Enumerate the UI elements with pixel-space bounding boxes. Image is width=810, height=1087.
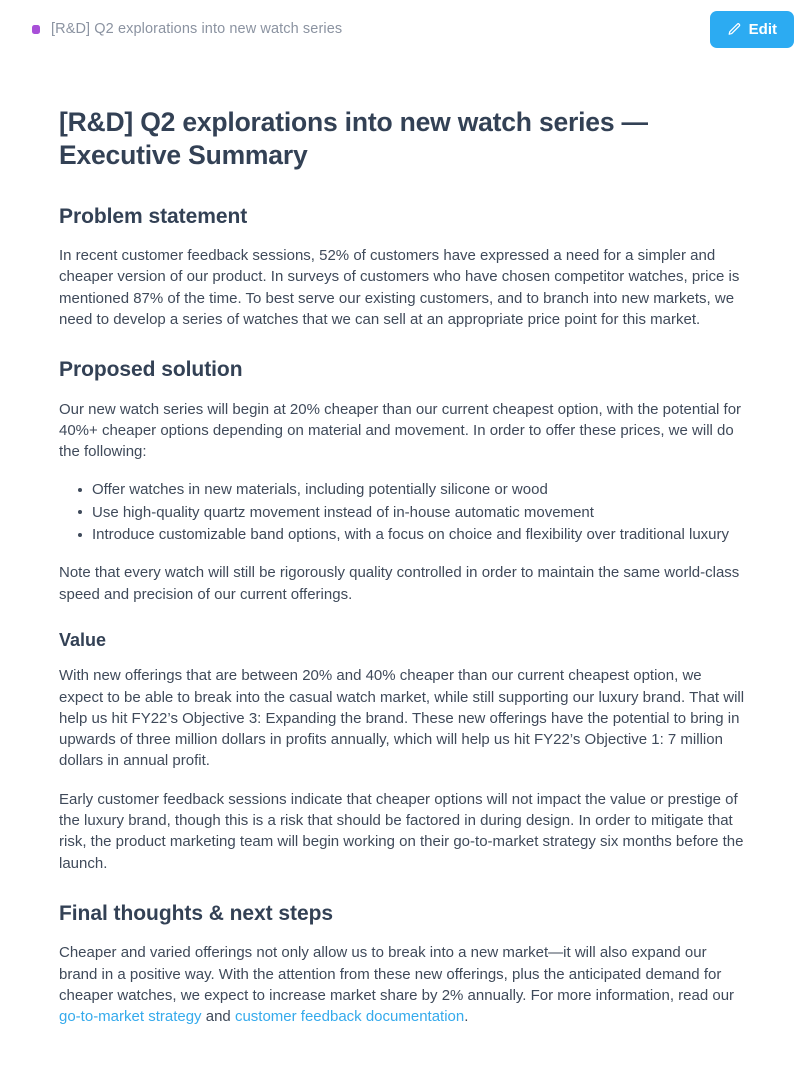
final-text-between-links: and xyxy=(201,1008,235,1026)
heading-final-thoughts: Final thoughts & next steps xyxy=(59,901,333,925)
final-text-before-link-1: Cheaper and varied offerings not only allow us to break into a new market—it will also expand our brand in a positive way. With the attention from these new offerings, plus the anticipated demand for cheaper watches, we expect to increase market share by 2% annually. For more information, read our xyxy=(59,944,735,1004)
paragraph-proposed-solution-intro: Our new watch series will begin at 20% cheaper than our current cheapest option, with the potential for 40%+ cheaper options depending on material and movement. In order to offer these prices, we will do the following: xyxy=(59,400,742,461)
top-bar xyxy=(0,0,810,58)
list-item: Use high-quality quartz movement instead of in-house automatic movement xyxy=(59,502,746,523)
paragraph-value-2: Early customer feedback sessions indicate that cheaper options will not impact the value or prestige of the luxury brand, though this is a risk that should be factored in during design. In order to mitigate that risk, the product marketing team will begin working on their go-to-market strategy six months before the launch. xyxy=(59,790,744,872)
breadcrumb[interactable] xyxy=(32,21,710,37)
list-item: Introduce customizable band options, with a focus on choice and flexibility over traditional luxury xyxy=(59,524,746,545)
heading-proposed-solution: Proposed solution xyxy=(59,358,243,382)
paragraph-problem-statement: In recent customer feedback sessions, 52% of customers have expressed a need for a simpler and cheaper version of our product. In surveys of customers who have chosen competitor watches, price is mentioned 87% of the time. To best serve our existing customers, and to branch into new markets, we need to develop a series of watches that we can sell at an appropriate price point for this market. xyxy=(59,247,740,328)
edit-button[interactable] xyxy=(710,11,794,48)
paragraph-final-thoughts xyxy=(59,942,746,1027)
breadcrumb-label[interactable]: [R&D] Q2 explorations into new watch series xyxy=(51,21,343,37)
solution-bullet-list xyxy=(59,479,746,545)
heading-value: Value xyxy=(59,629,107,650)
heading-problem-statement: Problem statement xyxy=(59,204,248,228)
pencil-icon xyxy=(727,22,742,37)
list-item: Offer watches in new materials, including potentially silicone or wood xyxy=(59,479,746,500)
link-go-to-market-strategy[interactable]: go-to-market strategy xyxy=(59,1008,202,1026)
document-body xyxy=(0,58,810,1027)
edit-button-label: Edit xyxy=(748,20,777,38)
link-customer-feedback-documentation[interactable]: customer feedback documentation xyxy=(234,1008,465,1026)
final-text-after-link-2: . xyxy=(464,1008,469,1026)
paragraph-value-1: With new offerings that are between 20% and 40% cheaper than our current cheapest option, we expect to be able to break into the casual watch market, while still supporting our luxury brand. That will help us hit FY22’s Objective 3: Expanding the brand. These new offerings have the potential to bring in upwards of three million dollars in profits annually, which will help us hit FY22’s Objective 1: 7 million dollars in annual profit. xyxy=(59,667,745,770)
page-title: [R&D] Q2 explorations into new watch series — Executive Summary xyxy=(59,107,648,171)
page-dot-icon xyxy=(32,25,40,34)
paragraph-solution-note: Note that every watch will still be rigorously quality controlled in order to maintain the same world-class speed and precision of our current offerings. xyxy=(59,564,740,603)
